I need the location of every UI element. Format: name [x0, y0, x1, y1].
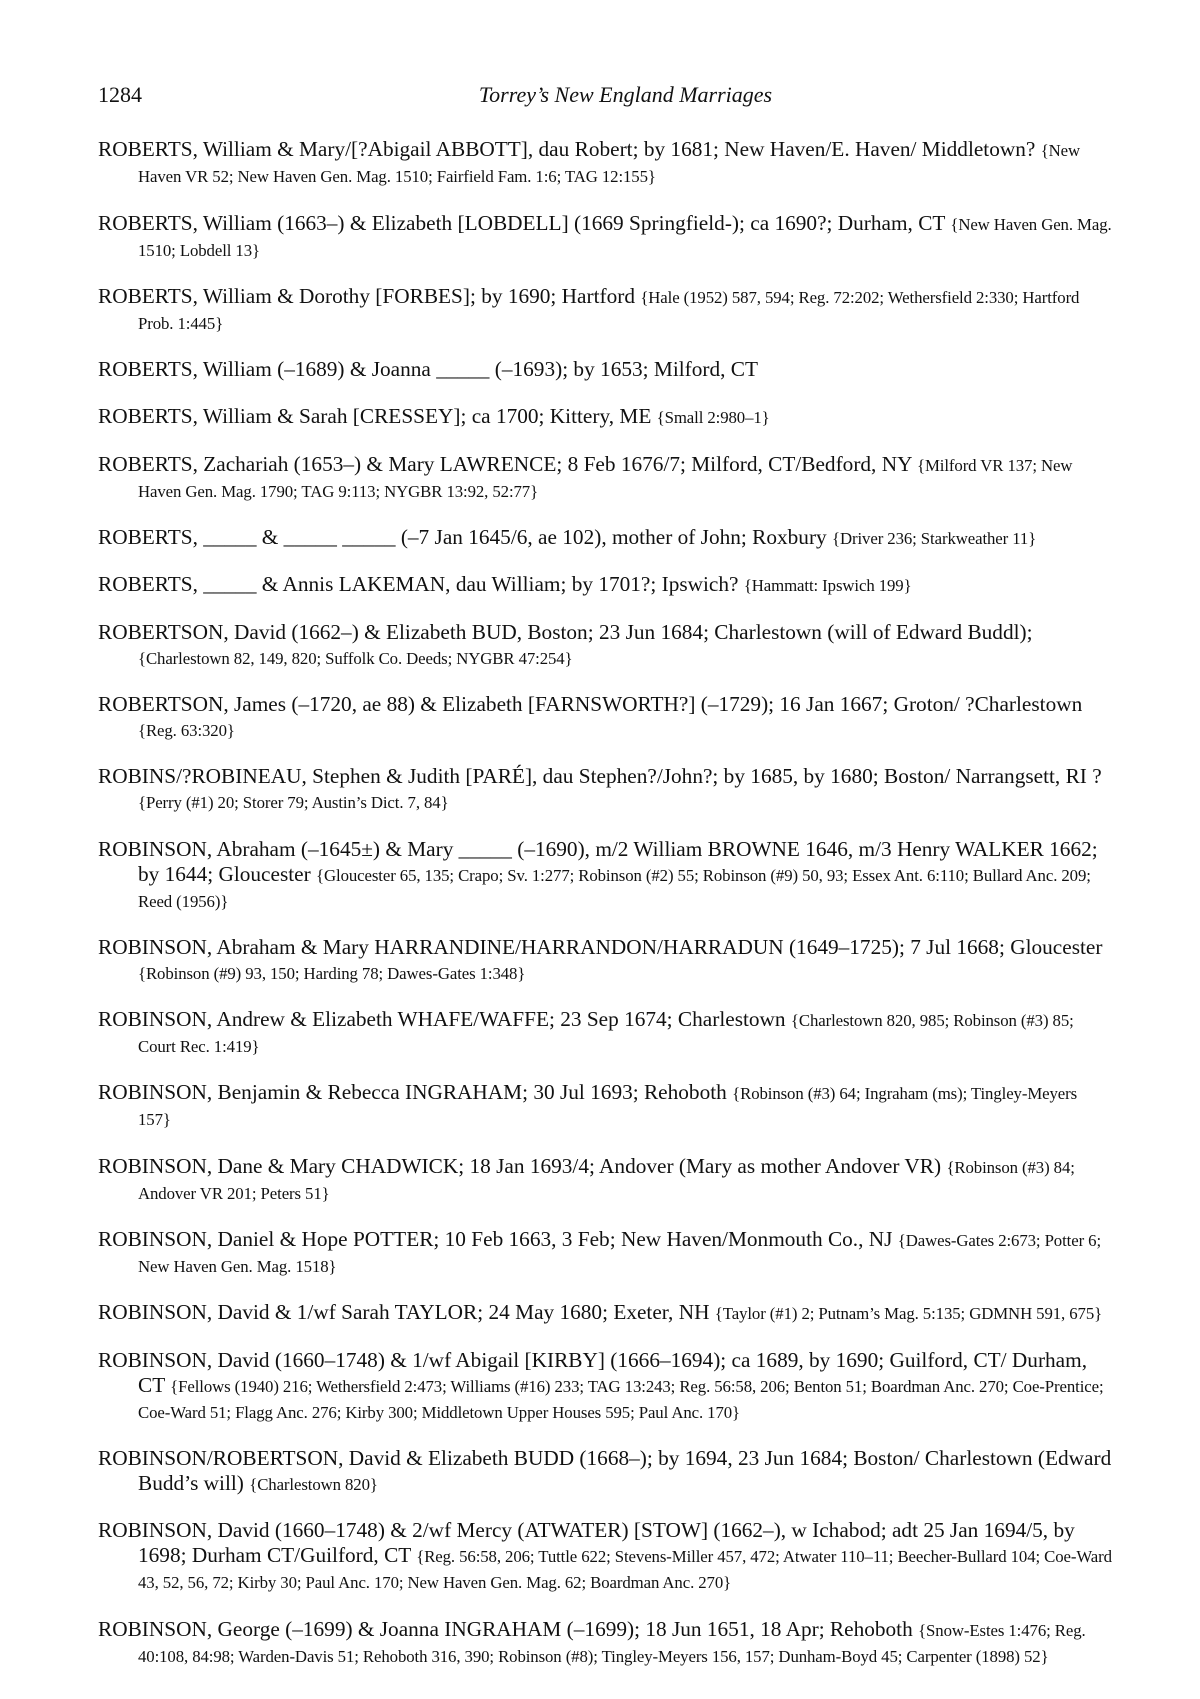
entry-text: ROBERTSON, David (1662–) & Elizabeth BUD, Boston; 23 Jun 1684; Charlestown (will of Edward Buddl);: [98, 619, 1033, 644]
document-page: [98, 76, 1113, 1683]
entry-sources: {New Haven Gen. Mag. 1510; Lobdell 13}: [138, 214, 1112, 260]
marriage-entry: [98, 452, 1113, 504]
marriage-entry: [98, 935, 1113, 986]
entry-text: ROBINSON, David (1660–1748) & 2/wf Mercy (ATWATER) [STOW] (1662–), w Ichabod; adt 25 Jan 1694/5, by 1698; Durham CT/Guilford, CT: [98, 1518, 1075, 1568]
entry-text: ROBINSON, George (–1699) & Joanna INGRAHAM (–1699); 18 Jun 1651, 18 Apr; Rehoboth: [98, 1616, 913, 1641]
marriage-entry: [98, 1446, 1113, 1497]
marriage-entries: [98, 137, 1113, 1668]
entry-sources: {Robinson (#3) 84; Andover VR 201; Peters 51}: [138, 1157, 1075, 1203]
marriage-entry: [98, 1518, 1113, 1595]
marriage-entry: [98, 1227, 1113, 1279]
marriage-entry: [98, 404, 1113, 430]
marriage-entry: [98, 620, 1113, 671]
entry-sources: {Reg. 56:58, 206; Tuttle 622; Stevens-Miller 457, 472; Atwater 110–11; Beecher-Bullard 104; Coe-Ward 43, 52, 56, 72; Kirby 30; Paul Anc. 170; New Haven Gen. Mag. 62; Boardman Anc. 270}: [138, 1547, 1112, 1593]
marriage-entry: [98, 211, 1113, 263]
entry-text: ROBINSON/ROBERTSON, David & Elizabeth BUDD (1668–); by 1694, 23 Jun 1684; Boston/ Charlestown (Edward Budd’s will): [98, 1445, 1112, 1495]
entry-sources: {Perry (#1) 20; Storer 79; Austin’s Dict. 7, 84}: [138, 793, 449, 813]
entry-sources: {Hale (1952) 587, 594; Reg. 72:202; Wethersfield 2:330; Hartford Prob. 1:445}: [138, 287, 1080, 333]
entry-text: ROBINSON, David (1660–1748) & 1/wf Abigail [KIRBY] (1666–1694); ca 1689, by 1690; Guilford, CT/ Durham, CT: [98, 1347, 1088, 1397]
entry-sources: {Dawes-Gates 2:673; Potter 6; New Haven Gen. Mag. 1518}: [138, 1231, 1102, 1277]
entry-text: ROBERTS, William & Dorothy [FORBES]; by 1690; Hartford: [98, 283, 635, 308]
entry-text: ROBERTS, William & Sarah [CRESSEY]; ca 1700; Kittery, ME: [98, 404, 652, 429]
entry-sources: {Charlestown 820, 985; Robinson (#3) 85; Court Rec. 1:419}: [138, 1011, 1074, 1057]
entry-sources: {Robinson (#3) 64; Ingraham (ms); Tingley-Meyers 157}: [138, 1084, 1078, 1130]
entry-text: ROBINSON, Benjamin & Rebecca INGRAHAM; 30 Jul 1693; Rehoboth: [98, 1080, 727, 1105]
marriage-entry: [98, 1617, 1113, 1669]
entry-text: ROBINSON, David & 1/wf Sarah TAYLOR; 24 May 1680; Exeter, NH: [98, 1300, 710, 1325]
entry-sources: {Taylor (#1) 2; Putnam’s Mag. 5:135; GDMNH 591, 675}: [714, 1304, 1103, 1324]
running-title: Torrey’s New England Marriages: [478, 82, 773, 107]
entry-text: ROBERTS, _____ & Annis LAKEMAN, dau William; by 1701?; Ipswich?: [98, 572, 739, 597]
entry-sources: {Reg. 63:320}: [138, 720, 235, 740]
marriage-entry: [98, 1007, 1113, 1059]
entry-sources: {Charlestown 820}: [249, 1474, 378, 1494]
marriage-entry: [98, 357, 1113, 383]
entry-sources: {New Haven VR 52; New Haven Gen. Mag. 1510; Fairfield Fam. 1:6; TAG 12:155}: [138, 141, 1081, 187]
entry-sources: {Fellows (1940) 216; Wethersfield 2:473; Williams (#16) 233; TAG 13:243; Reg. 56:58, 206; Benton 51; Boardman Anc. 270; Coe-Prentice; Coe-Ward 51; Flagg Anc. 276; Kirby 300; Middletown Upper Houses 595; Paul Anc. 170}: [138, 1376, 1104, 1422]
entry-text: ROBINSON, Dane & Mary CHADWICK; 18 Jan 1693/4; Andover (Mary as mother Andover VR): [98, 1153, 942, 1178]
entry-text: ROBINS/?ROBINEAU, Stephen & Judith [PARÉ], dau Stephen?/John?; by 1685, by 1680; Boston/ Narrangsett, RI ?: [98, 764, 1102, 789]
entry-text: ROBERTS, William (–1689) & Joanna _____ (–1693); by 1653; Milford, CT: [98, 357, 759, 382]
entry-text: ROBERTS, Zachariah (1653–) & Mary LAWRENCE; 8 Feb 1676/7; Milford, CT/Bedford, NY: [98, 451, 912, 476]
entry-text: ROBINSON, Abraham (–1645±) & Mary _____ (–1690), m/2 William BROWNE 1646, m/3 Henry WALKER 1662; by 1644; Gloucester: [98, 836, 1098, 886]
entry-text: ROBERTS, _____ & _____ _____ (–7 Jan 1645/6, ae 102), mother of John; Roxbury: [98, 525, 827, 550]
entry-sources: {Hammatt: Ipswich 199}: [743, 576, 912, 596]
marriage-entry: [98, 572, 1113, 598]
entry-sources: {Snow-Estes 1:476; Reg. 40:108, 84:98; Warden-Davis 51; Rehoboth 316, 390; Robinson (#8); Tingley-Meyers 156, 157; Dunham-Boyd 45; Carpenter (1898) 52}: [138, 1620, 1086, 1666]
marriage-entry: [98, 1154, 1113, 1206]
marriage-entry: [98, 837, 1113, 914]
marriage-entry: [98, 137, 1113, 189]
entry-sources: {Small 2:980–1}: [656, 408, 770, 428]
entry-text: ROBERTSON, James (–1720, ae 88) & Elizabeth [FARNSWORTH?] (–1729); 16 Jan 1667; Groton/ ?Charlestown: [98, 691, 1083, 716]
entry-sources: {Robinson (#9) 93, 150; Harding 78; Dawes-Gates 1:348}: [138, 963, 526, 983]
entry-sources: {Charlestown 82, 149, 820; Suffolk Co. Deeds; NYGBR 47:254}: [138, 648, 573, 668]
marriage-entry: [98, 692, 1113, 743]
entry-text: ROBERTS, William & Mary/[?Abigail ABBOTT], dau Robert; by 1681; New Haven/E. Haven/ Middletown?: [98, 137, 1036, 162]
entry-sources: {Gloucester 65, 135; Crapo; Sv. 1:277; Robinson (#2) 55; Robinson (#9) 50, 93; Essex Ant. 6:110; Bullard Anc. 209; Reed (1956)}: [138, 865, 1091, 911]
marriage-entry: [98, 525, 1113, 551]
entry-text: ROBERTS, William (1663–) & Elizabeth [LOBDELL] (1669 Springfield-); ca 1690?; Durham, CT: [98, 210, 946, 235]
marriage-entry: [98, 1080, 1113, 1132]
marriage-entry: [98, 1300, 1113, 1326]
entry-text: ROBINSON, Abraham & Mary HARRANDINE/HARRANDON/HARRADUN (1649–1725); 7 Jul 1668; Gloucester: [98, 934, 1103, 959]
page-header: [98, 76, 1113, 116]
entry-sources: {Milford VR 137; New Haven Gen. Mag. 1790; TAG 9:113; NYGBR 13:92, 52:77}: [138, 455, 1073, 501]
entry-sources: {Driver 236; Starkweather 11}: [832, 529, 1037, 549]
marriage-entry: [98, 764, 1113, 815]
page-number: 1284: [98, 82, 142, 107]
marriage-entry: [98, 284, 1113, 336]
entry-text: ROBINSON, Daniel & Hope POTTER; 10 Feb 1663, 3 Feb; New Haven/Monmouth Co., NJ: [98, 1227, 893, 1252]
entry-text: ROBINSON, Andrew & Elizabeth WHAFE/WAFFE; 23 Sep 1674; Charlestown: [98, 1007, 786, 1032]
marriage-entry: [98, 1348, 1113, 1425]
